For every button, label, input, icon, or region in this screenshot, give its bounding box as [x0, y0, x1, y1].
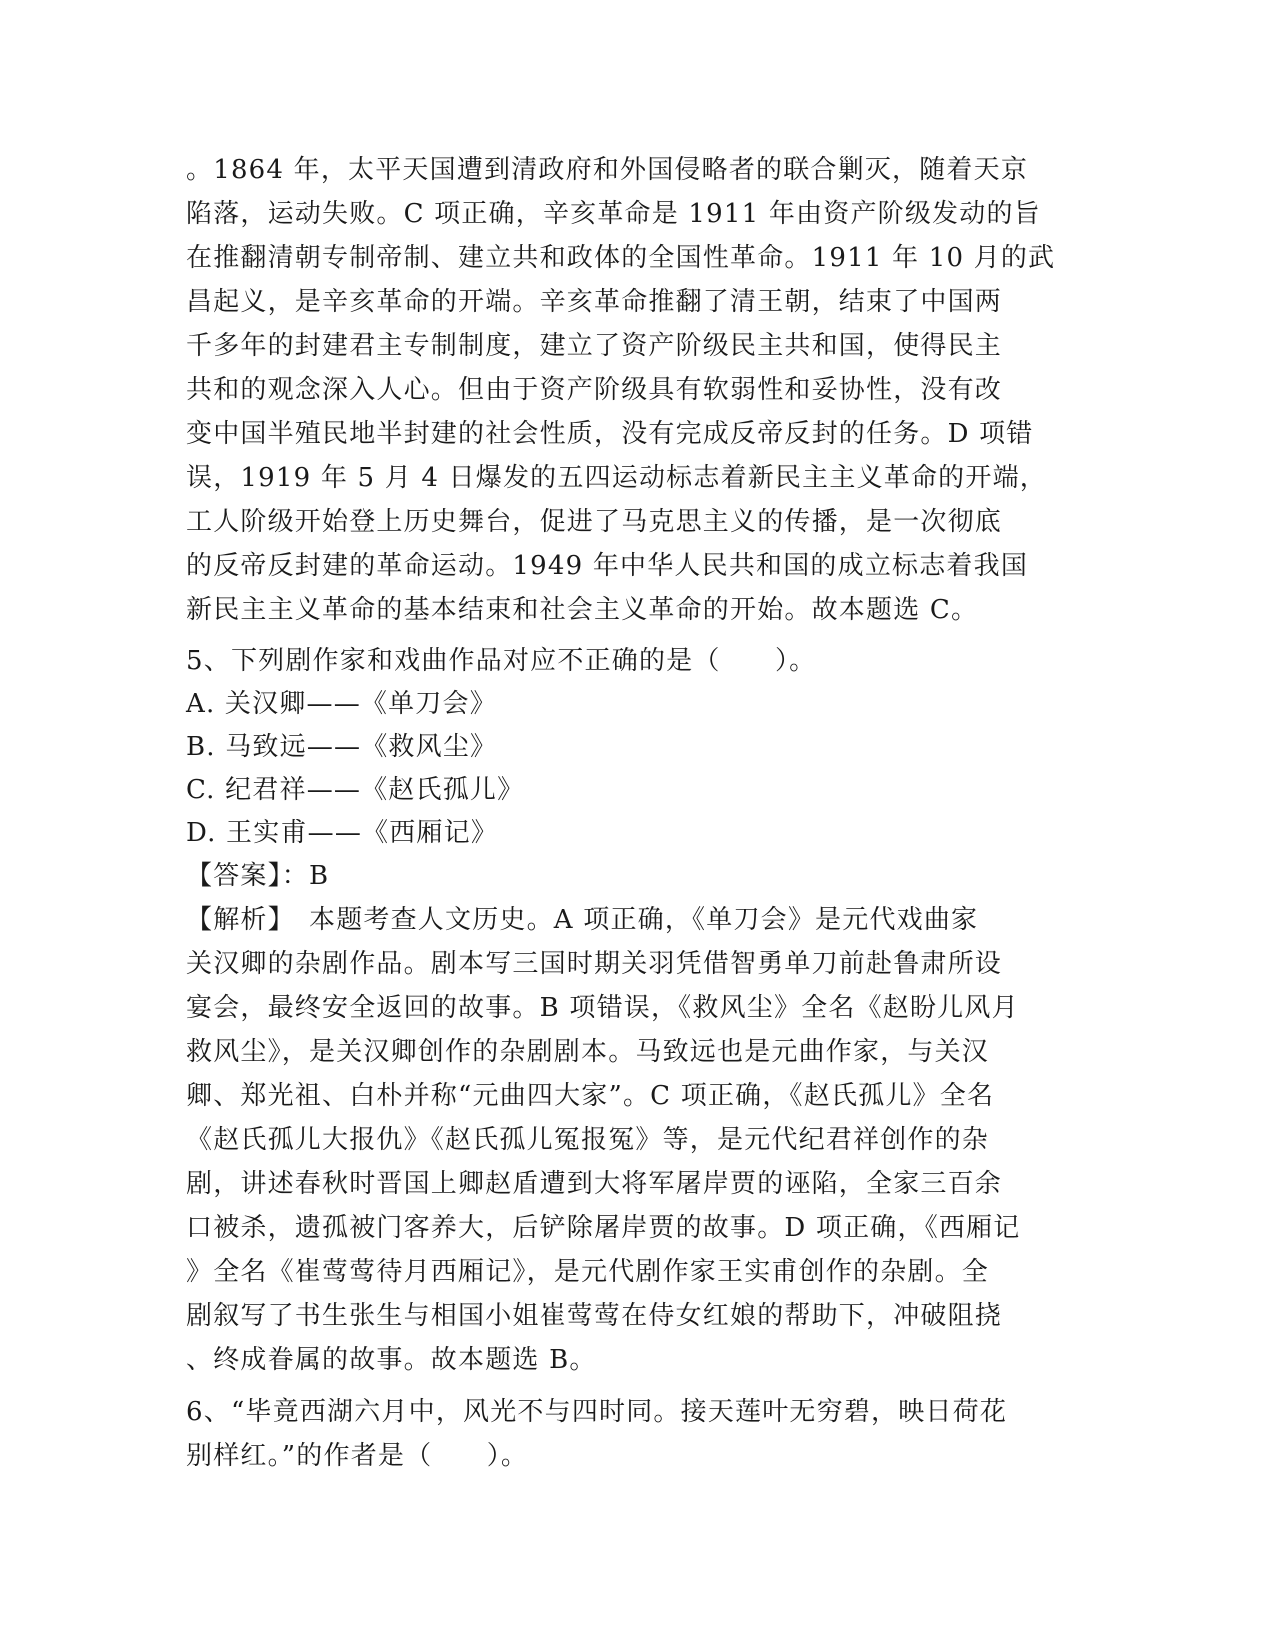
analysis-line: 救风尘》，是关汉卿创作的杂剧剧本。马致远也是元曲作家，与关汉 — [186, 1037, 990, 1067]
text-line: 变中国半殖民地半封建的社会性质，没有完成反帝反封的任务。D 项错 — [186, 419, 1034, 449]
analysis-line: 【解析】 本题考查人文历史。A 项正确，《单刀会》是元代戏曲家 — [186, 905, 979, 935]
option-b: B. 马致远——《救风尘》 — [186, 732, 498, 762]
paragraph-gap — [186, 632, 1086, 640]
text-line: 的反帝反封建的革命运动。1949 年中华人民共和国的成立标志着我国 — [186, 551, 1029, 581]
text-line: 在推翻清朝专制帝制、建立共和政体的全国性革命。1911 年 10 月的武 — [186, 243, 1056, 273]
text-line: 。1864 年，太平天国遭到清政府和外国侵略者的联合剿灭，随着天京 — [186, 155, 1029, 185]
analysis-line: 关汉卿的杂剧作品。剧本写三国时期关羽凭借智勇单刀前赴鲁肃所设 — [186, 949, 1003, 979]
analysis-line: 卿、郑光祖、白朴并称“元曲四大家”。C 项正确，《赵氏孤儿》全名 — [186, 1081, 995, 1111]
answer-line: 【答案】：B — [186, 861, 330, 891]
analysis-line: 、终成眷属的故事。故本题选 B。 — [186, 1345, 597, 1375]
text-line: 千多年的封建君主专制制度，建立了资产阶级民主共和国，使得民主 — [186, 331, 1003, 361]
question-5 — [186, 640, 1086, 1382]
question-stem: 5、下列剧作家和戏曲作品对应不正确的是（ ）。 — [186, 646, 817, 676]
question-6 — [186, 1390, 1086, 1478]
analysis-line: 宴会，最终安全返回的故事。B 项错误，《救风尘》全名《赵盼儿风月 — [186, 993, 1019, 1023]
question-stem: 别样红。”的作者是（ ）。 — [186, 1441, 529, 1471]
question-stem: 6、“毕竟西湖六月中，风光不与四时同。接天莲叶无穷碧，映日荷花 — [186, 1397, 1008, 1427]
text-line: 共和的观念深入人心。但由于资产阶级具有软弱性和妥协性，没有改 — [186, 375, 1003, 405]
option-a: A. 关汉卿——《单刀会》 — [186, 689, 497, 719]
analysis-line: 剧叙写了书生张生与相国小姐崔莺莺在侍女红娘的帮助下，冲破阻挠 — [186, 1301, 1003, 1331]
text-line: 工人阶级开始登上历史舞台，促进了马克思主义的传播，是一次彻底 — [186, 507, 1003, 537]
option-c: C. 纪君祥——《赵氏孤儿》 — [186, 775, 525, 805]
text-line: 误，1919 年 5 月 4 日爆发的五四运动标志着新民主主义革命的开端， — [186, 463, 1047, 493]
paragraph-gap — [186, 1382, 1086, 1390]
analysis-line: 剧，讲述春秋时晋国上卿赵盾遭到大将军屠岸贾的诬陷，全家三百余 — [186, 1169, 1003, 1199]
analysis-line: 《赵氏孤儿大报仇》《赵氏孤儿冤报冤》等，是元代纪君祥创作的杂 — [186, 1125, 990, 1155]
document-page — [186, 148, 1086, 1478]
text-line: 陷落，运动失败。C 项正确，辛亥革命是 1911 年由资产阶级发动的旨 — [186, 199, 1041, 229]
analysis-line: 口被杀，遗孤被门客养大，后铲除屠岸贾的故事。D 项正确，《西厢记 — [186, 1213, 1021, 1243]
analysis-line: 》全名《崔莺莺待月西厢记》，是元代剧作家王实甫创作的杂剧。全 — [186, 1257, 990, 1287]
explanation-block-q4 — [186, 148, 1086, 632]
option-d: D. 王实甫——《西厢记》 — [186, 818, 499, 848]
text-line: 昌起义，是辛亥革命的开端。辛亥革命推翻了清王朝，结束了中国两 — [186, 287, 1003, 317]
text-line: 新民主主义革命的基本结束和社会主义革命的开始。故本题选 C。 — [186, 595, 979, 625]
